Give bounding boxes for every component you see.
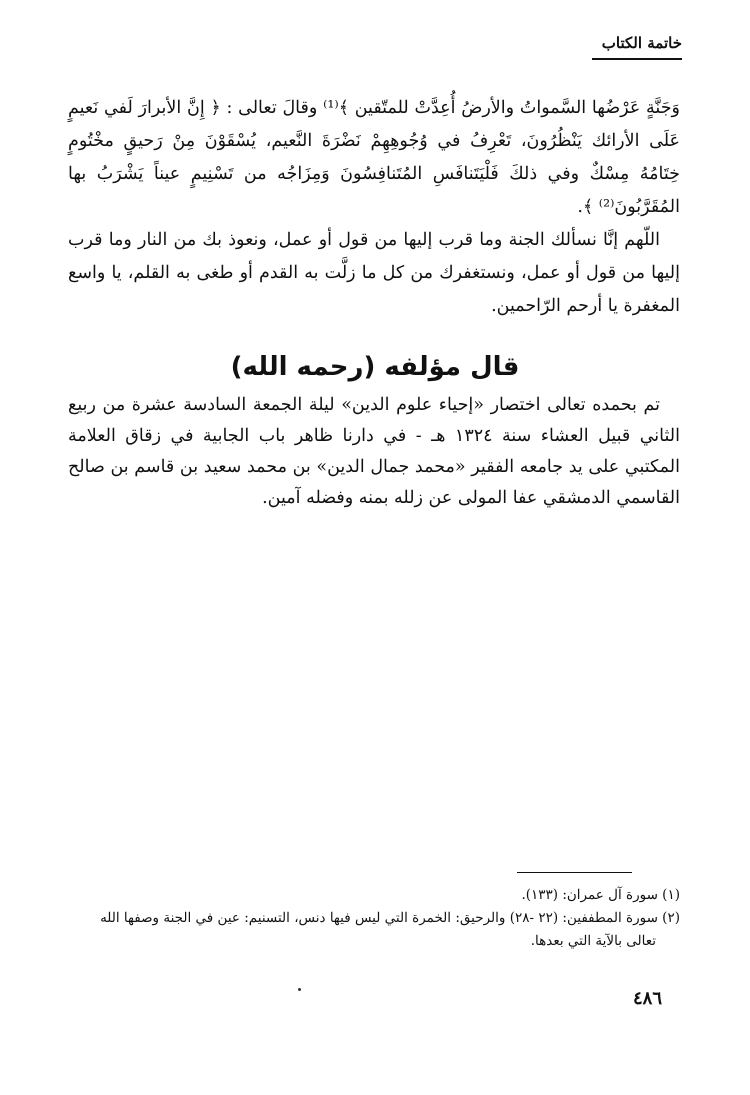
supplication-paragraph: اللّهم إنَّا نسألك الجنة وما قرب إليها من قول أو عمل، ونعوذ بك من النار وما قرب إليها من قول أو عمل، ونستغفرك من كل ما زلَّت به القدم أو طغى به القلم، يا واسع المغفرة يا أرحم الرّاحمين. bbox=[68, 230, 680, 316]
section-heading: قال مؤلفه (رحمه الله) bbox=[230, 352, 520, 382]
quran-paragraph: وَجَنَّةٍ عَرْضُها السَّمواتُ والأرضُ أُعِدَّتْ للمتّقين ﴾⁽¹⁾ وقالَ تعالى : ﴿ إِنَّ الأبرارَ لَفي نَعيمٍ عَلَى الأرائك يَنْظُرُونَ، تَعْرِفُ في وُجُوهِهِمْ نَضْرَةَ النَّعيم، يُسْقَوْنَ مِنْ رَحيقٍ مخْتُومٍ خِتَامُهُ مِسْكٌ وفي ذلكَ فَلْيَتَنافَسِ المُتَنافِسُونَ وَمِزَاجُه من تَسْنِيمٍ عيناً يَشْرَبُ بها المُقَرَّبُونَ⁽²⁾ ﴾. bbox=[68, 98, 680, 217]
footnote-2-continuation: تعالى بالآية التي بعدها. bbox=[530, 933, 656, 949]
footnote-separator bbox=[517, 872, 632, 873]
footnote-2: (٢) سورة المطففين: (٢٢ -٢٨) والرحيق: الخمرة التي ليس فيها دنس، التسنيم: عين في الجنة وصفها الله bbox=[100, 910, 680, 926]
footnote-1: (١) سورة آل عمران: (١٣٣). bbox=[521, 887, 680, 903]
page-number: ٤٨٦ bbox=[632, 988, 662, 1009]
colophon-paragraph: تم بحمده تعالى اختصار «إحياء علوم الدين» ليلة الجمعة السادسة عشرة من ربيع الثاني قبيل العشاء سنة ١٣٢٤ هـ - في دارنا ظاهر باب الجابية في زقاق العلامة المكتبي على يد جامعه الفقير «محمد جمال الدين» بن محمد سعيد بن قاسم بن صالح القاسمي الدمشقي عفا المولى عن زلله بمنه وفضله آمين. bbox=[68, 395, 680, 508]
print-speck bbox=[298, 988, 301, 991]
colophon-block bbox=[68, 390, 680, 514]
main-text bbox=[68, 92, 680, 323]
running-title: خاتمة الكتاب bbox=[592, 34, 682, 60]
footnotes bbox=[64, 884, 680, 953]
